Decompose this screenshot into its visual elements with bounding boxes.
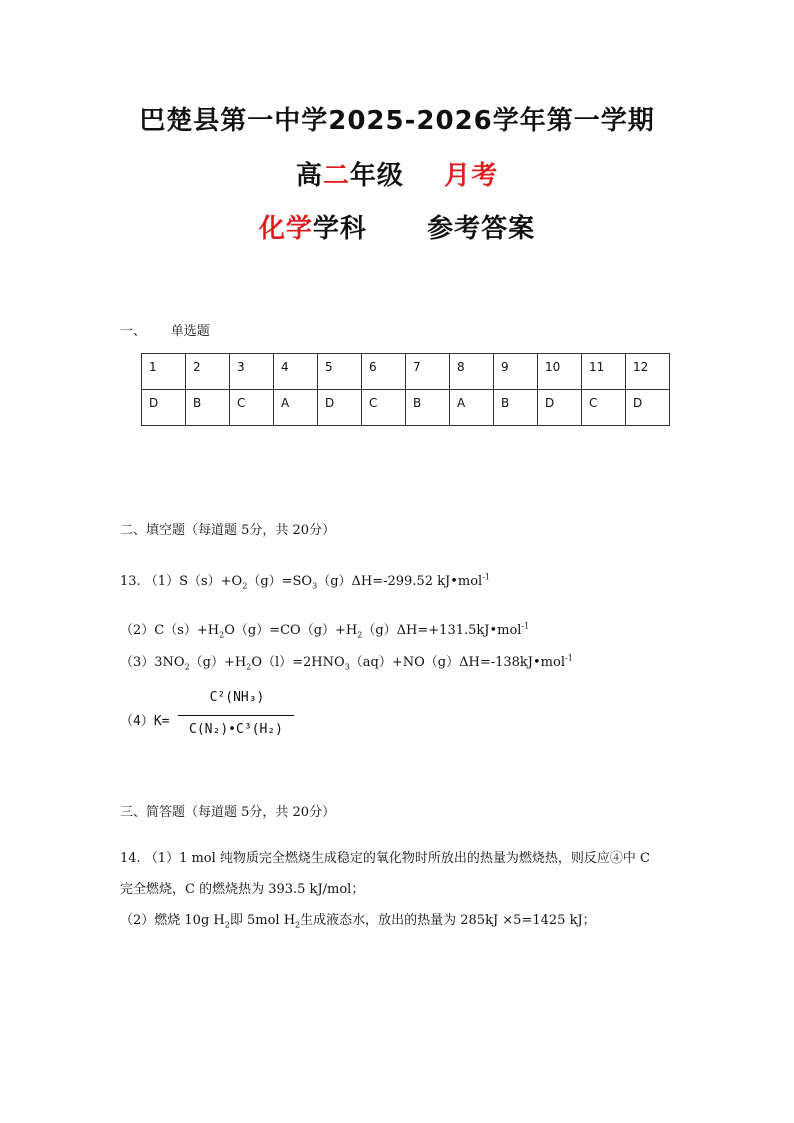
section2-title: 二、填空题（每道题 5分，共 20分） — [120, 523, 336, 538]
eq-text: 13. （1）S（s）+O — [120, 574, 243, 589]
eq-text: O（l）=2HNO — [251, 655, 345, 670]
eq-sup: -1 — [482, 572, 491, 582]
eq-sup: -1 — [565, 653, 573, 663]
eq-sub: 2 — [184, 662, 190, 672]
title-school-term: 巴楚县第一中学2025-2026学年第一学期 — [139, 106, 655, 136]
subject-suffix: 学科 — [312, 214, 367, 244]
answer-key-label: 参考答案 — [427, 214, 536, 244]
table-cell: D — [142, 390, 186, 426]
eq-sub: 3 — [312, 581, 318, 591]
table-cell: A — [450, 390, 494, 426]
table-cell: C — [362, 390, 406, 426]
fraction-numerator: C²(NH₃) — [209, 690, 265, 705]
ans-text: （2）燃烧 10g H — [120, 913, 225, 928]
table-cell: B — [406, 390, 450, 426]
table-cell: 8 — [450, 354, 494, 390]
table-cell: C — [582, 390, 626, 426]
q14-1-line1: 14. （1）1 mol 纯物质完全燃烧生成稳定的氧化物时所放出的热量为燃烧热，则反应④中 C — [120, 851, 651, 866]
question-number-row — [142, 354, 670, 390]
title-subject — [0, 208, 794, 245]
table-cell: 12 — [626, 354, 670, 390]
table-cell: 3 — [230, 354, 274, 390]
table-cell: D — [626, 390, 670, 426]
ans-text: 即 5mol H — [229, 913, 296, 928]
eq-sub: 2 — [219, 630, 225, 640]
q13-2-equation — [120, 619, 529, 640]
grade-suffix: 年级 — [349, 161, 404, 191]
title-grade-exam — [0, 155, 794, 192]
q14-1-line2: 完全燃烧，C 的燃烧热为 393.5 kJ/mol； — [120, 882, 365, 897]
table-cell: B — [186, 390, 230, 426]
eq-text: （2）C（s）+H — [120, 623, 220, 638]
grade-number: 二 — [322, 161, 350, 191]
answer-row — [142, 390, 670, 426]
k-label: （4）K= — [120, 714, 170, 729]
ans-sub: 2 — [224, 920, 230, 930]
table-cell: 9 — [494, 354, 538, 390]
table-cell: 4 — [274, 354, 318, 390]
table-cell: 2 — [186, 354, 230, 390]
eq-text: （aq）+NO（g）ΔH=-138kJ•mol — [349, 655, 565, 670]
table-cell: 10 — [538, 354, 582, 390]
table-cell: D — [538, 390, 582, 426]
eq-text: （g）+H — [189, 655, 247, 670]
answer-table — [141, 353, 670, 426]
ans-text: 生成液态水，放出的热量为 285kJ ×5=1425 kJ； — [300, 913, 596, 928]
q13-1-equation — [120, 570, 490, 591]
ans-sub: 2 — [295, 920, 301, 930]
eq-sub: 2 — [242, 581, 248, 591]
fraction-denominator: C(N₂)•C³(H₂) — [189, 722, 283, 737]
table-cell: 6 — [362, 354, 406, 390]
eq-text: O（g）=CO（g）+H — [224, 623, 358, 638]
eq-text: （g）ΔH=+131.5kJ•mol — [362, 623, 522, 638]
table-cell: D — [318, 390, 362, 426]
table-cell: A — [274, 390, 318, 426]
table-cell: 11 — [582, 354, 626, 390]
eq-sub: 2 — [246, 662, 252, 672]
subject-name: 化学 — [258, 214, 313, 244]
grade-gao: 高 — [295, 161, 323, 191]
table-cell: C — [230, 390, 274, 426]
section1-title: 一、 单选题 — [120, 324, 210, 339]
section3-title: 三、简答题（每道题 5分，共 20分） — [120, 805, 336, 820]
q14-2-answer — [120, 909, 596, 930]
fraction-bar — [178, 715, 294, 716]
eq-text: （3）3NO — [120, 655, 185, 670]
q13-3-equation — [120, 651, 573, 672]
eq-sub: 2 — [357, 630, 363, 640]
eq-sup: -1 — [521, 621, 530, 631]
eq-text: （g）ΔH=-299.52 kJ•mol — [317, 574, 483, 589]
eq-text: （g）=SO — [247, 574, 313, 589]
table-cell: 5 — [318, 354, 362, 390]
table-cell: B — [494, 390, 538, 426]
exam-type: 月考 — [444, 161, 499, 191]
table-cell: 1 — [142, 354, 186, 390]
eq-sub: 3 — [344, 662, 350, 672]
table-cell: 7 — [406, 354, 450, 390]
